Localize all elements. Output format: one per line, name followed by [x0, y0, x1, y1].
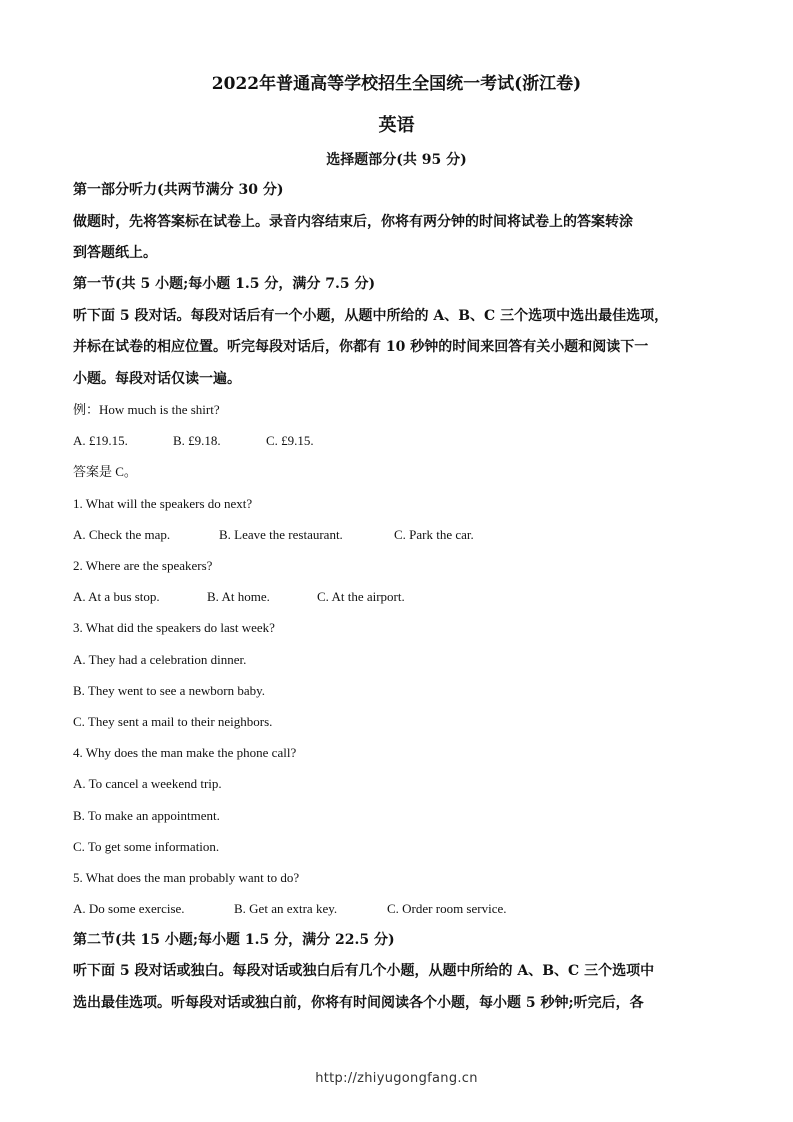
- option-a: A. Check the map.: [73, 527, 171, 542]
- section1-instruction-line: 听下面 5 段对话。每段对话后有一个小题，从题中所给的 A、B、C 三个选项中选出最佳选项，: [73, 308, 669, 324]
- option-b: B. Leave the restaurant.: [219, 527, 343, 542]
- question-3-option-c: C. They sent a mail to their neighbors.: [73, 714, 273, 729]
- section1-instruction-line: 并标在试卷的相应位置。听完每段对话后，你都有 10 秒钟的时间来回答有关小题和阅读下一: [73, 339, 649, 355]
- option-c: C. At the airport.: [317, 589, 405, 604]
- question-3-option-a: A. They had a celebration dinner.: [73, 652, 247, 667]
- example-question: 例：How much is the shirt?: [73, 402, 220, 417]
- question-3: 3. What did the speakers do last week?: [73, 620, 275, 635]
- section2-heading: 第二节(共 15 小题;每小题 1.5 分，满分 22.5 分): [73, 932, 395, 948]
- section-heading: 选择题部分(共 95 分): [326, 152, 467, 168]
- question-3-option-b: B. They went to see a newborn baby.: [73, 683, 266, 698]
- example-option-c: C. £9.15.: [266, 433, 314, 448]
- footer-url: http://zhiyugongfang.cn: [315, 1071, 478, 1086]
- question-1: 1. What will the speakers do next?: [73, 496, 253, 511]
- option-b: B. At home.: [207, 589, 270, 604]
- part1-instruction-line: 到答题纸上。: [73, 245, 157, 261]
- section1-instruction-line: 小题。每段对话仅读一遍。: [73, 371, 241, 387]
- question-4: 4. Why does the man make the phone call?: [73, 745, 297, 760]
- example-option-b: B. £9.18.: [173, 433, 221, 448]
- part1-heading: 第一部分听力(共两节满分 30 分): [73, 182, 284, 198]
- example-option-a: A. £19.15.: [73, 433, 128, 448]
- example-answer: 答案是 C。: [73, 464, 137, 479]
- section2-instruction-line: 选出最佳选项。听每段对话或独白前，你将有时间阅读各个小题，每小题 5 秒钟;听完后，各: [73, 995, 644, 1011]
- option-a: A. Do some exercise.: [73, 901, 185, 916]
- option-a: A. At a bus stop.: [73, 589, 160, 604]
- question-2: 2. Where are the speakers?: [73, 558, 213, 573]
- question-5: 5. What does the man probably want to do?: [73, 870, 300, 885]
- question-4-option-b: B. To make an appointment.: [73, 808, 220, 823]
- section2-instruction-line: 听下面 5 段对话或独白。每段对话或独白后有几个小题，从题中所给的 A、B、C 三个选项中: [73, 963, 655, 979]
- section1-heading: 第一节(共 5 小题;每小题 1.5 分，满分 7.5 分): [73, 276, 376, 292]
- part1-instruction-line: 做题时，先将答案标在试卷上。录音内容结束后，你将有两分钟的时间将试卷上的答案转涂: [73, 214, 633, 230]
- question-4-option-c: C. To get some information.: [73, 839, 220, 854]
- option-b: B. Get an extra key.: [234, 901, 338, 916]
- question-4-option-a: A. To cancel a weekend trip.: [73, 776, 222, 791]
- exam-title: 2022年普通高等学校招生全国统一考试(浙江卷): [211, 74, 582, 94]
- option-c: C. Park the car.: [394, 527, 474, 542]
- subject-title: 英语: [378, 115, 415, 136]
- option-c: C. Order room service.: [387, 901, 507, 916]
